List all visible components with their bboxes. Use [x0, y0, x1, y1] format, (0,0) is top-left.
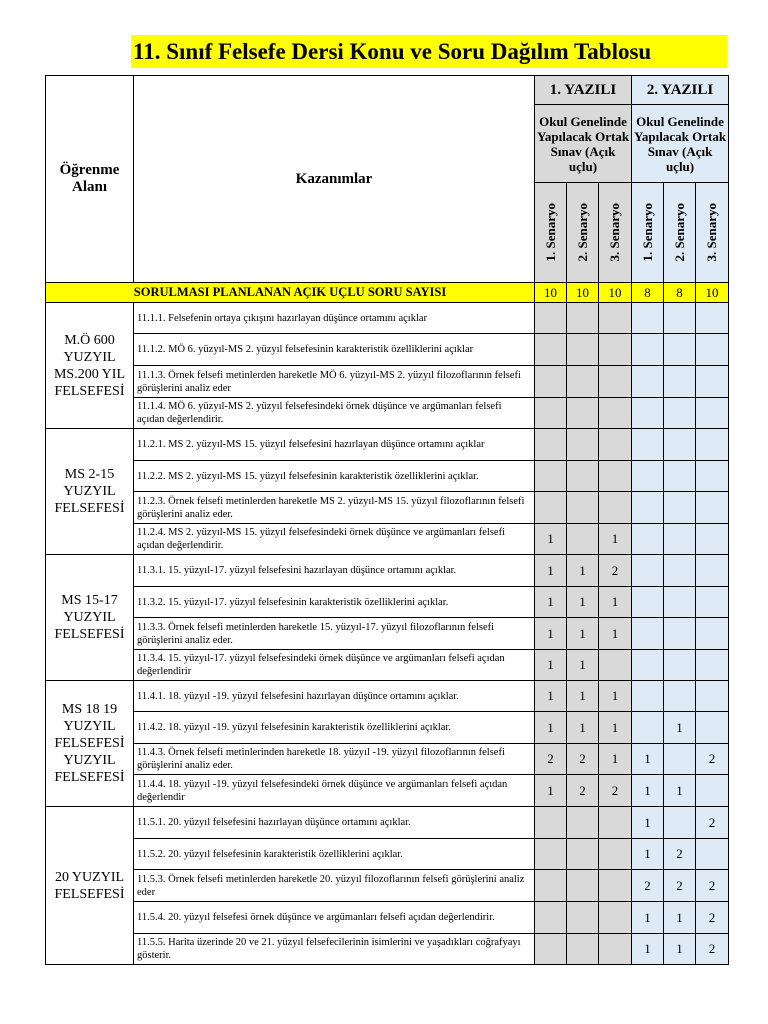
- count-cell: [632, 366, 664, 398]
- ogrenme-alani-cell: M.Ö 600 YUZYIL MS.200 YIL FELSEFESİ: [46, 303, 134, 429]
- count-cell: [664, 587, 696, 618]
- count-cell: [599, 839, 632, 870]
- table-row: [46, 902, 729, 934]
- count-cell: [696, 618, 729, 650]
- table-row: [46, 681, 729, 712]
- table-row: [46, 807, 729, 839]
- count-cell: 2: [632, 870, 664, 902]
- kazanim-cell: 11.4.2. 18. yüzyıl -19. yüzyıl felsefesinin karakteristik özelliklerini açıklar.: [134, 712, 535, 744]
- kazanim-cell: 11.4.4. 18. yüzyıl -19. yüzyıl felsefesindeki örnek düşünce ve argümanları felsefi açıdan değerlendir: [134, 775, 535, 807]
- count-cell: [535, 902, 567, 934]
- count-cell: [696, 555, 729, 587]
- count-cell: [535, 429, 567, 461]
- header-yazili-1: 1. YAZILI: [535, 76, 632, 105]
- count-cell: [664, 555, 696, 587]
- count-cell: [664, 618, 696, 650]
- count-cell: 1: [535, 587, 567, 618]
- count-cell: [567, 366, 599, 398]
- table-row: [46, 775, 729, 807]
- count-cell: 2: [567, 744, 599, 775]
- header-senaryo-3: [599, 183, 632, 283]
- count-cell: 1: [535, 618, 567, 650]
- summary-value: 10: [599, 283, 632, 303]
- count-cell: 2: [696, 744, 729, 775]
- kazanim-cell: 11.5.2. 20. yüzyıl felsefesinin karakteristik özelliklerini açıklar.: [134, 839, 535, 870]
- kazanim-cell: 11.3.4. 15. yüzyıl-17. yüzyıl felsefesindeki örnek düşünce ve argümanları felsefi açıdan değerlendirir: [134, 650, 535, 681]
- count-cell: 1: [535, 681, 567, 712]
- count-cell: [664, 524, 696, 555]
- count-cell: [567, 807, 599, 839]
- page-title: 11. Sınıf Felsefe Dersi Konu ve Soru Dağılım Tablosu: [131, 35, 727, 68]
- count-cell: 1: [632, 807, 664, 839]
- table-row: [46, 334, 729, 366]
- count-cell: [567, 461, 599, 492]
- summary-value: 8: [664, 283, 696, 303]
- kazanim-cell: 11.1.2. MÖ 6. yüzyıl-MS 2. yüzyıl felsefesinin karakteristik özelliklerini açıklar: [134, 334, 535, 366]
- kazanim-cell: 11.4.3. Örnek felsefi metinlerinden hareketle 18. yüzyıl -19. yüzyıl filozoflarının felsefi görüşlerini analiz eder.: [134, 744, 535, 775]
- count-cell: [535, 398, 567, 429]
- count-cell: [632, 524, 664, 555]
- table-row: [46, 555, 729, 587]
- count-cell: 1: [632, 744, 664, 775]
- kazanim-cell: 11.2.2. MS 2. yüzyıl-MS 15. yüzyıl felsefesinin karakteristik özelliklerini açıklar.: [134, 461, 535, 492]
- count-cell: 2: [696, 807, 729, 839]
- count-cell: [632, 398, 664, 429]
- count-cell: [632, 681, 664, 712]
- count-cell: 2: [664, 839, 696, 870]
- kazanim-cell: 11.1.4. MÖ 6. yüzyıl-MS 2. yüzyıl felsefesindeki örnek düşünce ve argümanları felsefi açıdan değerlendirir.: [134, 398, 535, 429]
- count-cell: 1: [567, 587, 599, 618]
- count-cell: [664, 366, 696, 398]
- table-row: [46, 712, 729, 744]
- count-cell: 1: [632, 775, 664, 807]
- ogrenme-alani-cell: MS 2-15 YUZYIL FELSEFESİ: [46, 429, 134, 555]
- count-cell: [567, 870, 599, 902]
- summary-value: 10: [567, 283, 599, 303]
- kazanim-cell: 11.3.2. 15. yüzyıl-17. yüzyıl felsefesinin karakteristik özelliklerini açıklar.: [134, 587, 535, 618]
- count-cell: 2: [664, 870, 696, 902]
- count-cell: [696, 775, 729, 807]
- count-cell: [632, 429, 664, 461]
- count-cell: [567, 492, 599, 524]
- header-yazili-2: 2. YAZILI: [632, 76, 729, 105]
- count-cell: [664, 807, 696, 839]
- count-cell: [664, 334, 696, 366]
- header-senaryo-6: [696, 183, 729, 283]
- count-cell: [567, 303, 599, 334]
- table-row: [46, 618, 729, 650]
- count-cell: [535, 492, 567, 524]
- count-cell: [567, 429, 599, 461]
- header-kazanimlar: Kazanımlar: [134, 76, 535, 283]
- count-cell: [696, 650, 729, 681]
- kazanim-cell: 11.1.3. Örnek felsefi metinlerden hareketle MÖ 6. yüzyıl-MS 2. yüzyıl filozoflarının felsefi görüşlerini analiz eder: [134, 366, 535, 398]
- count-cell: 1: [535, 524, 567, 555]
- count-cell: [664, 744, 696, 775]
- kazanim-cell: 11.1.1. Felsefenin ortaya çıkışını hazırlayan düşünce ortamını açıklar: [134, 303, 535, 334]
- count-cell: [535, 366, 567, 398]
- table-row: [46, 587, 729, 618]
- count-cell: [535, 934, 567, 965]
- count-cell: 1: [567, 681, 599, 712]
- count-cell: 1: [567, 555, 599, 587]
- count-cell: 1: [535, 555, 567, 587]
- count-cell: [696, 681, 729, 712]
- count-cell: 1: [567, 712, 599, 744]
- count-cell: [664, 461, 696, 492]
- count-cell: 1: [535, 650, 567, 681]
- count-cell: 1: [632, 839, 664, 870]
- count-cell: [696, 492, 729, 524]
- summary-label: SORULMASI PLANLANAN AÇIK UÇLU SORU SAYISI: [46, 283, 535, 303]
- count-cell: [599, 429, 632, 461]
- senaryo-label: 3. Senaryo: [607, 203, 622, 262]
- count-cell: [567, 398, 599, 429]
- count-cell: 1: [599, 524, 632, 555]
- table-row: [46, 744, 729, 775]
- count-cell: 1: [664, 902, 696, 934]
- count-cell: [535, 461, 567, 492]
- count-cell: 1: [664, 775, 696, 807]
- count-cell: [664, 398, 696, 429]
- count-cell: [632, 650, 664, 681]
- count-cell: 1: [632, 934, 664, 965]
- header-senaryo-5: [664, 183, 696, 283]
- count-cell: [632, 303, 664, 334]
- count-cell: 1: [567, 618, 599, 650]
- count-cell: 1: [599, 744, 632, 775]
- count-cell: [664, 303, 696, 334]
- kazanim-cell: 11.2.4. MS 2. yüzyıl-MS 15. yüzyıl felsefesindeki örnek düşünce ve argümanları felsefi açıdan değerlendirir.: [134, 524, 535, 555]
- count-cell: 1: [664, 934, 696, 965]
- count-cell: 2: [696, 870, 729, 902]
- count-cell: [567, 902, 599, 934]
- count-cell: [599, 366, 632, 398]
- table-row: [46, 839, 729, 870]
- count-cell: [599, 303, 632, 334]
- count-cell: [599, 334, 632, 366]
- count-cell: [664, 681, 696, 712]
- header-senaryo-1: [535, 183, 567, 283]
- count-cell: 1: [599, 618, 632, 650]
- summary-value: 10: [696, 283, 729, 303]
- count-cell: 2: [696, 902, 729, 934]
- count-cell: [664, 429, 696, 461]
- senaryo-label: 1. Senaryo: [639, 203, 655, 262]
- senaryo-label: 2. Senaryo: [574, 203, 590, 262]
- count-cell: 1: [599, 712, 632, 744]
- count-cell: 1: [599, 587, 632, 618]
- table-row: [46, 650, 729, 681]
- count-cell: [599, 902, 632, 934]
- count-cell: [599, 398, 632, 429]
- senaryo-label: 1. Senaryo: [542, 203, 558, 262]
- distribution-table: [45, 75, 729, 965]
- count-cell: [696, 712, 729, 744]
- ogrenme-alani-cell: MS 18 19 YUZYIL FELSEFESİ YUZYIL FELSEFESİ: [46, 681, 134, 807]
- count-cell: 2: [567, 775, 599, 807]
- count-cell: [664, 650, 696, 681]
- count-cell: [696, 334, 729, 366]
- kazanim-cell: 11.5.1. 20. yüzyıl felsefesini hazırlayan düşünce ortamını açıklar.: [134, 807, 535, 839]
- count-cell: [599, 492, 632, 524]
- count-cell: [599, 461, 632, 492]
- count-cell: 1: [535, 712, 567, 744]
- count-cell: [632, 712, 664, 744]
- count-cell: [535, 334, 567, 366]
- count-cell: [632, 555, 664, 587]
- count-cell: [567, 524, 599, 555]
- count-cell: [696, 524, 729, 555]
- table-row: [46, 366, 729, 398]
- count-cell: [696, 461, 729, 492]
- count-cell: [632, 618, 664, 650]
- count-cell: [535, 303, 567, 334]
- count-cell: 1: [664, 712, 696, 744]
- kazanim-cell: 11.3.1. 15. yüzyıl-17. yüzyıl felsefesini hazırlayan düşünce ortamını açıklar.: [134, 555, 535, 587]
- count-cell: [632, 587, 664, 618]
- count-cell: 1: [632, 902, 664, 934]
- table-row: [46, 524, 729, 555]
- count-cell: 2: [599, 775, 632, 807]
- table-row: [46, 492, 729, 524]
- count-cell: [535, 870, 567, 902]
- count-cell: [567, 934, 599, 965]
- ogrenme-alani-cell: MS 15-17 YUZYIL FELSEFESİ: [46, 555, 134, 681]
- count-cell: [567, 334, 599, 366]
- count-cell: [599, 870, 632, 902]
- header-senaryo-4: [632, 183, 664, 283]
- senaryo-label: 2. Senaryo: [671, 203, 687, 262]
- kazanim-cell: 11.2.1. MS 2. yüzyıl-MS 15. yüzyıl felsefesini hazırlayan düşünce ortamını açıklar: [134, 429, 535, 461]
- kazanim-cell: 11.5.4. 20. yüzyıl felsefesi örnek düşünce ve argümanları felsefi açıdan değerlendirir.: [134, 902, 535, 934]
- kazanim-cell: 11.3.3. Örnek felsefi metinlerden hareketle 15. yüzyıl-17. yüzyıl filozoflarının felsefi görüşlerini analiz eder.: [134, 618, 535, 650]
- kazanim-cell: 11.5.3. Örnek felsefi metinlerden hareketle 20. yüzyıl filozoflarının felsefi görüşlerini analiz eder: [134, 870, 535, 902]
- header-okul-2: Okul Genelinde Yapılacak Ortak Sınav (Açık uçlu): [632, 105, 729, 183]
- count-cell: [535, 839, 567, 870]
- table-row: [46, 934, 729, 965]
- table-row: [46, 303, 729, 334]
- ogrenme-alani-cell: 20 YUZYIL FELSEFESİ: [46, 807, 134, 965]
- count-cell: [632, 334, 664, 366]
- count-cell: [632, 492, 664, 524]
- count-cell: [664, 492, 696, 524]
- table-row: [46, 870, 729, 902]
- count-cell: [696, 398, 729, 429]
- count-cell: [696, 429, 729, 461]
- count-cell: 2: [535, 744, 567, 775]
- count-cell: [696, 587, 729, 618]
- count-cell: [696, 303, 729, 334]
- count-cell: 1: [599, 681, 632, 712]
- count-cell: 1: [535, 775, 567, 807]
- kazanim-cell: 11.4.1. 18. yüzyıl -19. yüzyıl felsefesini hazırlayan düşünce ortamını açıklar.: [134, 681, 535, 712]
- count-cell: 2: [696, 934, 729, 965]
- kazanim-cell: 11.2.3. Örnek felsefi metinlerden hareketle MS 2. yüzyıl-MS 15. yüzyıl filozoflarının felsefi görüşlerini analiz eder.: [134, 492, 535, 524]
- count-cell: 1: [567, 650, 599, 681]
- header-okul-1: Okul Genelinde Yapılacak Ortak Sınav (Açık uçlu): [535, 105, 632, 183]
- count-cell: [535, 807, 567, 839]
- count-cell: 2: [599, 555, 632, 587]
- kazanim-cell: 11.5.5. Harita üzerinde 20 ve 21. yüzyıl felsefecilerinin isimlerini ve yaşadıkları coğrafyayı gösterir.: [134, 934, 535, 965]
- count-cell: [599, 934, 632, 965]
- count-cell: [599, 807, 632, 839]
- table-row: [46, 398, 729, 429]
- count-cell: [632, 461, 664, 492]
- count-cell: [567, 839, 599, 870]
- table-row: [46, 429, 729, 461]
- header-ogrenme-alani: Öğrenme Alanı: [46, 76, 134, 283]
- count-cell: [696, 839, 729, 870]
- count-cell: [599, 650, 632, 681]
- table-row: [46, 461, 729, 492]
- header-senaryo-2: [567, 183, 599, 283]
- count-cell: [696, 366, 729, 398]
- summary-value: 10: [535, 283, 567, 303]
- senaryo-label: 3. Senaryo: [704, 203, 720, 262]
- summary-value: 8: [632, 283, 664, 303]
